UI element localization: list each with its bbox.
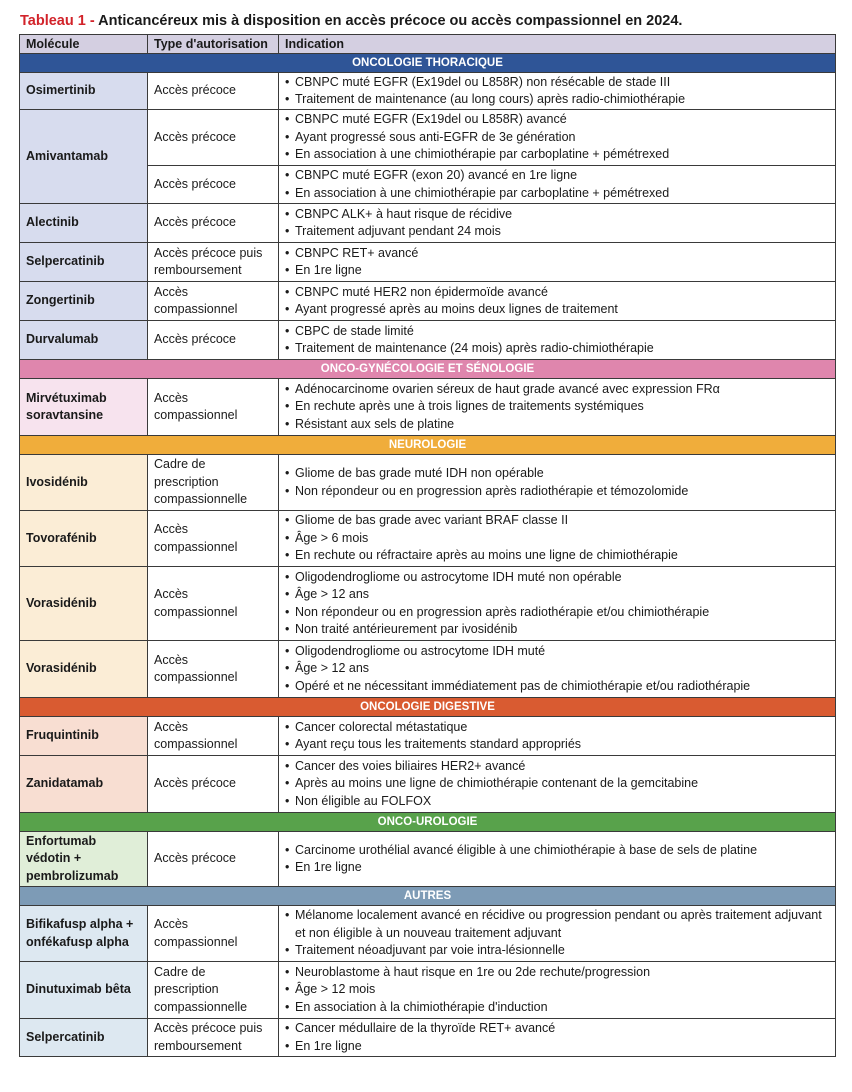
molecule-cell: Fruquintinib (20, 717, 148, 756)
type-cell: Accès précoce puis remboursement (148, 1019, 279, 1057)
type-cell: Accès compassionnel (148, 511, 279, 567)
col-header-indication: Indication (279, 35, 836, 54)
section-row-thoracique (20, 54, 836, 73)
indication-item: • En 1re ligne (285, 859, 829, 877)
header-row (20, 35, 836, 54)
indication-item: • Traitement de maintenance (24 mois) après radio-chimiothérapie (285, 340, 829, 358)
table-row (20, 567, 836, 641)
table-row (20, 243, 836, 282)
indication-cell (279, 166, 836, 204)
indication-item: • CBNPC RET+ avancé (285, 245, 829, 263)
type-cell: Accès précoce (148, 166, 279, 204)
type-cell: Accès compassionnel (148, 567, 279, 641)
indication-item: • En rechute ou réfractaire après au moins une ligne de chimiothérapie (285, 547, 829, 565)
indication-item: • Cancer des voies biliaires HER2+ avancé (285, 758, 829, 776)
indication-cell (279, 906, 836, 962)
molecule-cell: Ivosidénib (20, 455, 148, 511)
section-row-autres (20, 887, 836, 906)
type-cell: Accès précoce (148, 73, 279, 110)
indication-item: • CBNPC muté EGFR (Ex19del ou L858R) non résécable de stade III (285, 74, 829, 92)
indication-cell (279, 511, 836, 567)
indication-cell (279, 204, 836, 243)
indication-item: • En 1re ligne (285, 1038, 829, 1056)
indication-item: • CBPC de stade limité (285, 323, 829, 341)
table-row (20, 1019, 836, 1057)
table-row (20, 110, 836, 166)
indication-cell (279, 756, 836, 813)
col-header-molecule: Molécule (20, 35, 148, 54)
table-title-text: Anticancéreux mis à disposition en accès précoce ou accès compassionnel en 2024. (98, 13, 683, 29)
type-cell: Accès précoce (148, 321, 279, 360)
table-row (20, 832, 836, 887)
indication-item: • En association à une chimiothérapie par carboplatine + pémétrexed (285, 146, 829, 164)
indication-item: • Ayant reçu tous les traitements standard appropriés (285, 736, 829, 754)
molecule-cell: Selpercatinib (20, 243, 148, 282)
indication-item: • En association à une chimiothérapie par carboplatine + pémétrexed (285, 185, 829, 203)
type-cell: Cadre de prescription compassionnelle (148, 962, 279, 1019)
molecule-cell: Enfortumab védotin + pembrolizumab (20, 832, 148, 887)
indication-cell (279, 1019, 836, 1057)
indication-item: • Cancer colorectal métastatique (285, 719, 829, 737)
indication-item: • CBNPC ALK+ à haut risque de récidive (285, 206, 829, 224)
molecule-cell: Vorasidénib (20, 567, 148, 641)
molecule-cell: Bifikafusp alpha + onfékafusp alpha (20, 906, 148, 962)
type-cell: Accès compassionnel (148, 282, 279, 321)
drug-table (19, 34, 836, 1057)
molecule-cell: Vorasidénib (20, 641, 148, 698)
type-cell: Accès précoce (148, 756, 279, 813)
indication-item: • Résistant aux sels de platine (285, 416, 829, 434)
indication-item: • En 1re ligne (285, 262, 829, 280)
indication-item: • Adénocarcinome ovarien séreux de haut grade avancé avec expression FRα (285, 381, 829, 399)
section-header: ONCO-UROLOGIE (20, 813, 836, 832)
table-row (20, 204, 836, 243)
indication-item: • Âge > 12 ans (285, 586, 829, 604)
indication-cell (279, 243, 836, 282)
indication-item: • Âge > 12 mois (285, 981, 829, 999)
indication-item: • CBNPC muté EGFR (exon 20) avancé en 1re ligne (285, 167, 829, 185)
section-header: ONCOLOGIE THORACIQUE (20, 54, 836, 73)
table-row (20, 73, 836, 110)
section-header: ONCOLOGIE DIGESTIVE (20, 698, 836, 717)
molecule-cell: Tovorafénib (20, 511, 148, 567)
indication-cell (279, 379, 836, 436)
indication-item: • En association à la chimiothérapie d'induction (285, 999, 829, 1017)
indication-cell (279, 717, 836, 756)
indication-item: • CBNPC muté HER2 non épidermoïde avancé (285, 284, 829, 302)
indication-cell (279, 455, 836, 511)
indication-item: • CBNPC muté EGFR (Ex19del ou L858R) avancé (285, 111, 829, 129)
indication-cell (279, 110, 836, 166)
indication-item: • Gliome de bas grade avec variant BRAF classe II (285, 512, 829, 530)
table-row (20, 906, 836, 962)
indication-cell (279, 282, 836, 321)
type-cell: Accès compassionnel (148, 641, 279, 698)
indication-cell (279, 73, 836, 110)
indication-item: • Opéré et ne nécessitant immédiatement pas de chimiothérapie et/ou radiothérapie (285, 678, 829, 696)
section-row-gyneco (20, 360, 836, 379)
table-row (20, 962, 836, 1019)
indication-item: • Non éligible au FOLFOX (285, 793, 829, 811)
molecule-cell: Zongertinib (20, 282, 148, 321)
indication-item: • Ayant progressé sous anti-EGFR de 3e génération (285, 129, 829, 147)
type-cell: Accès compassionnel (148, 717, 279, 756)
indication-cell (279, 832, 836, 887)
indication-cell (279, 641, 836, 698)
molecule-cell: Alectinib (20, 204, 148, 243)
type-cell: Accès précoce (148, 110, 279, 166)
type-cell: Accès compassionnel (148, 379, 279, 436)
table-title-label: Tableau 1 - (20, 13, 95, 29)
table-row (20, 717, 836, 756)
col-header-type: Type d'autorisation (148, 35, 279, 54)
section-header: AUTRES (20, 887, 836, 906)
indication-item: • Non traité antérieurement par ivosidénib (285, 621, 829, 639)
type-cell: Accès précoce (148, 832, 279, 887)
type-cell: Cadre de prescription compassionnelle (148, 455, 279, 511)
indication-item: • Traitement de maintenance (au long cours) après radio-chimiothérapie (285, 91, 829, 109)
type-cell: Accès compassionnel (148, 906, 279, 962)
indication-item: • Traitement adjuvant pendant 24 mois (285, 223, 829, 241)
molecule-cell: Dinutuximab bêta (20, 962, 148, 1019)
molecule-cell: Mirvétuximab soravtansine (20, 379, 148, 436)
indication-cell (279, 321, 836, 360)
indication-item: • Après au moins une ligne de chimiothérapie contenant de la gemcitabine (285, 775, 829, 793)
indication-item: • Oligodendrogliome ou astrocytome IDH muté (285, 643, 829, 661)
indication-item: • Traitement néoadjuvant par voie intra-lésionnelle (285, 942, 829, 960)
table-row (20, 511, 836, 567)
table-row (20, 282, 836, 321)
type-cell: Accès précoce puis remboursement (148, 243, 279, 282)
table-row (20, 756, 836, 813)
indication-cell (279, 567, 836, 641)
indication-item: • Non répondeur ou en progression après radiothérapie et témozolomide (285, 483, 829, 501)
indication-item: • Mélanome localement avancé en récidive ou progression pendant ou après traitement adjuvant et non éligible à un nouveau traitement adjuvant (285, 907, 829, 942)
type-cell: Accès précoce (148, 204, 279, 243)
molecule-cell: Selpercatinib (20, 1019, 148, 1057)
indication-cell (279, 962, 836, 1019)
section-row-digestive (20, 698, 836, 717)
table-row (20, 455, 836, 511)
indication-item: • Cancer médullaire de la thyroïde RET+ avancé (285, 1020, 829, 1038)
table-row (20, 641, 836, 698)
indication-item: • Ayant progressé après au moins deux lignes de traitement (285, 301, 829, 319)
section-header: NEUROLOGIE (20, 436, 836, 455)
indication-item: • Âge > 6 mois (285, 530, 829, 548)
molecule-cell: Osimertinib (20, 73, 148, 110)
table-row (20, 379, 836, 436)
section-header: ONCO-GYNÉCOLOGIE ET SÉNOLOGIE (20, 360, 836, 379)
table-row (20, 321, 836, 360)
indication-item: • Oligodendrogliome ou astrocytome IDH muté non opérable (285, 569, 829, 587)
indication-item: • En rechute après une à trois lignes de traitements systémiques (285, 398, 829, 416)
molecule-cell: Amivantamab (20, 110, 148, 204)
indication-item: • Gliome de bas grade muté IDH non opérable (285, 465, 829, 483)
indication-item: • Âge > 12 ans (285, 660, 829, 678)
indication-item: • Carcinome urothélial avancé éligible à une chimiothérapie à base de sels de platine (285, 842, 829, 860)
table-title (20, 13, 682, 29)
indication-item: • Neuroblastome à haut risque en 1re ou 2de rechute/progression (285, 964, 829, 982)
molecule-cell: Durvalumab (20, 321, 148, 360)
molecule-cell: Zanidatamab (20, 756, 148, 813)
section-row-urologie (20, 813, 836, 832)
section-row-neurologie (20, 436, 836, 455)
indication-item: • Non répondeur ou en progression après radiothérapie et/ou chimiothérapie (285, 604, 829, 622)
